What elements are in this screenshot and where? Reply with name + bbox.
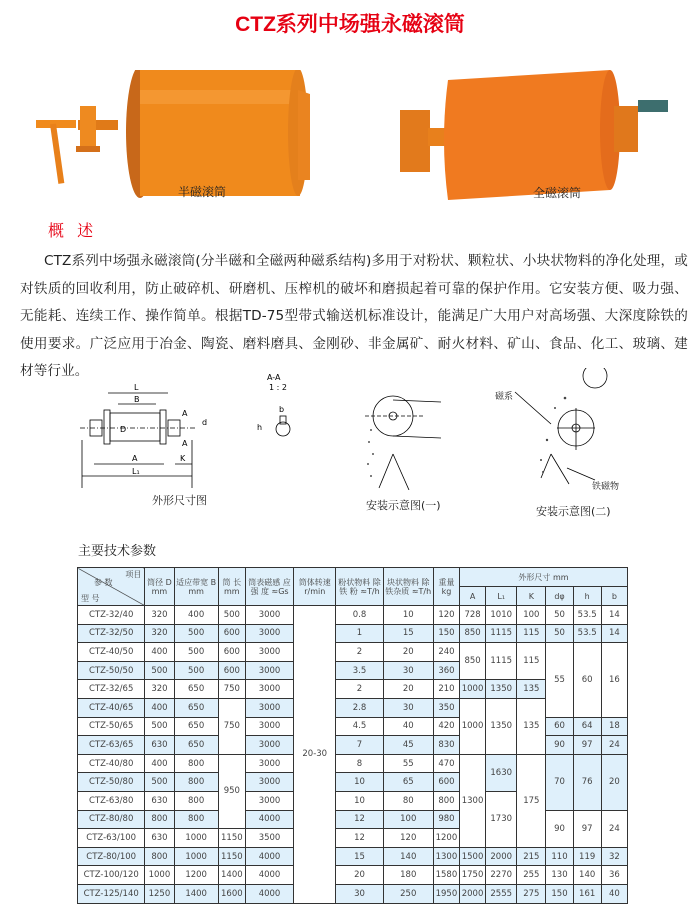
table-cell: 3000 <box>245 791 293 810</box>
table-cell: 800 <box>145 810 174 829</box>
table-cell: 2270 <box>486 866 517 885</box>
table-cell: 70 <box>546 754 573 810</box>
table-cell: 250 <box>383 884 433 903</box>
table-cell: 1150 <box>218 847 245 866</box>
table-cell: 4000 <box>245 884 293 903</box>
table-cell: 1630 <box>486 754 517 791</box>
table-row <box>78 643 628 662</box>
table-cell: 600 <box>433 773 459 792</box>
model-cell: CTZ-32/40 <box>78 606 145 625</box>
table-cell: 135 <box>517 680 546 699</box>
section-title: A-A <box>267 373 281 382</box>
table-row <box>78 624 628 643</box>
table-cell: 2.8 <box>336 698 383 717</box>
table-cell: 64 <box>573 717 601 736</box>
table-cell: 275 <box>517 884 546 903</box>
table-cell: 750 <box>218 698 245 754</box>
header-corner <box>78 568 145 606</box>
table-row <box>78 680 628 699</box>
table-cell: 53.5 <box>573 606 601 625</box>
table-cell: 30 <box>383 698 433 717</box>
table-cell: 32 <box>601 847 627 866</box>
header-length: 筒 长 mm <box>218 568 245 606</box>
table-cell: 500 <box>145 661 174 680</box>
table-cell: 1200 <box>433 829 459 848</box>
table-cell: 2000 <box>486 847 517 866</box>
table-cell: 630 <box>145 791 174 810</box>
table-cell: 80 <box>383 791 433 810</box>
table-cell: 36 <box>601 866 627 885</box>
table-cell: 650 <box>174 717 218 736</box>
header-model: 型 号 <box>81 594 100 603</box>
full-magnetic-caption: 全磁滚筒 <box>533 186 582 200</box>
model-cell: CTZ-32/65 <box>78 680 145 699</box>
table-cell: 65 <box>383 773 433 792</box>
table-cell: 76 <box>573 754 601 810</box>
dim-d: d <box>202 418 208 427</box>
table-cell: 950 <box>218 754 245 828</box>
table-cell: 1115 <box>486 643 517 680</box>
table-cell: 1400 <box>218 866 245 885</box>
table-cell: 470 <box>433 754 459 773</box>
table-row <box>78 810 628 829</box>
table-cell: 115 <box>517 624 546 643</box>
table-cell: 1730 <box>486 791 517 847</box>
header-A: A <box>460 587 486 606</box>
table-cell: 650 <box>174 736 218 755</box>
section-aa-drawing <box>255 372 305 442</box>
table-cell: 119 <box>573 847 601 866</box>
table-cell: 0.8 <box>336 606 383 625</box>
header-speed: 筒体转速 r/min <box>294 568 336 606</box>
model-cell: CTZ-32/50 <box>78 624 145 643</box>
table-row <box>78 847 628 866</box>
table-cell: 24 <box>601 736 627 755</box>
table-cell: 20 <box>336 866 383 885</box>
header-weight: 重量 kg <box>433 568 459 606</box>
table-cell: 4000 <box>245 866 293 885</box>
table-cell: 830 <box>433 736 459 755</box>
table-cell: 12 <box>336 829 383 848</box>
table-cell: 135 <box>517 698 546 754</box>
header-dphi: dφ <box>546 587 573 606</box>
model-cell: CTZ-40/50 <box>78 643 145 662</box>
table-cell: 140 <box>383 847 433 866</box>
overview-text: CTZ系列中场强永磁滚筒(分半磁和全磁两种磁系结构)多用于对粉状、颗粒状、小块状物料的净化处理，或对铁质的回收利用，防止破碎机、研磨机、压榨机的破坏和磨损起着可靠的保护作用。它安装方便、吸力强、无能耗、连续工作、操作简单。根据TD-75型带式输送机标准设计，能满足广大用户对高场强、大深度除铁的使用要求。广泛应用于冶金、陶瓷、磨料磨具、金刚砂、非金属矿、耐火材料、矿山、食品、化工、玻璃、建材等行业。 <box>20 253 688 379</box>
table-cell: 3000 <box>245 717 293 736</box>
table-cell: 800 <box>174 773 218 792</box>
table-cell: 1115 <box>486 624 517 643</box>
table-row <box>78 736 628 755</box>
table-cell: 40 <box>601 884 627 903</box>
outline-caption: 外形尺寸图 <box>152 494 207 507</box>
table-cell: 500 <box>145 773 174 792</box>
table-cell: 24 <box>601 810 627 847</box>
header-h: h <box>573 587 601 606</box>
table-cell: 7 <box>336 736 383 755</box>
table-cell: 400 <box>174 606 218 625</box>
table-cell: 500 <box>174 661 218 680</box>
table-cell: 150 <box>546 884 573 903</box>
table-row <box>78 698 628 717</box>
table-cell: 97 <box>573 810 601 847</box>
table-cell: 110 <box>546 847 573 866</box>
table-cell: 1 <box>336 624 383 643</box>
table-cell: 10 <box>336 791 383 810</box>
table-cell: 630 <box>145 829 174 848</box>
table-row <box>78 866 628 885</box>
table-cell: 1000 <box>460 680 486 699</box>
table-cell: 8 <box>336 754 383 773</box>
table-cell: 15 <box>383 624 433 643</box>
table-cell: 150 <box>433 624 459 643</box>
table-cell: 100 <box>517 606 546 625</box>
header-param: 参 数 <box>94 578 113 587</box>
table-cell: 1200 <box>174 866 218 885</box>
header-belt-width: 适应带宽 B mm <box>174 568 218 606</box>
model-cell: CTZ-80/80 <box>78 810 145 829</box>
table-cell: 1300 <box>460 754 486 847</box>
model-cell: CTZ-50/65 <box>78 717 145 736</box>
table-cell: 1400 <box>174 884 218 903</box>
table-cell: 100 <box>383 810 433 829</box>
spec-table <box>77 567 628 904</box>
table-cell: 210 <box>433 680 459 699</box>
section-mark-bottom: A <box>182 439 188 448</box>
table-cell: 980 <box>433 810 459 829</box>
table-row <box>78 606 628 625</box>
table-cell: 175 <box>517 754 546 847</box>
table-cell: 3000 <box>245 680 293 699</box>
table-cell: 800 <box>174 791 218 810</box>
table-cell: 1600 <box>218 884 245 903</box>
table-cell: 1000 <box>174 847 218 866</box>
table-cell: 600 <box>218 661 245 680</box>
table-cell: 18 <box>601 717 627 736</box>
table-cell: 60 <box>546 717 573 736</box>
table-cell: 4000 <box>245 847 293 866</box>
section-h: h <box>257 423 263 432</box>
header-dimensions: 外形尺寸 mm <box>460 568 628 587</box>
header-item: 项目 <box>125 570 142 579</box>
table-cell: 3000 <box>245 698 293 717</box>
model-cell: CTZ-63/100 <box>78 829 145 848</box>
table-cell: 650 <box>174 698 218 717</box>
model-cell: CTZ-63/65 <box>78 736 145 755</box>
table-cell: 10 <box>383 606 433 625</box>
table-cell: 3000 <box>245 773 293 792</box>
table-cell: 1580 <box>433 866 459 885</box>
table-cell: 161 <box>573 884 601 903</box>
dim-K: K <box>180 454 186 463</box>
installation-1-caption: 安装示意图(一) <box>366 499 441 512</box>
table-cell: 45 <box>383 736 433 755</box>
table-cell: 20 <box>383 643 433 662</box>
table-cell: 650 <box>174 680 218 699</box>
table-cell: 360 <box>433 661 459 680</box>
table-cell: 3.5 <box>336 661 383 680</box>
table-cell: 500 <box>174 643 218 662</box>
magnet-system-label: 磁系 <box>495 392 514 402</box>
table-cell: 2000 <box>460 884 486 903</box>
table-cell: 1000 <box>145 866 174 885</box>
table-cell: 500 <box>145 717 174 736</box>
table-cell: 53.5 <box>573 624 601 643</box>
dim-A: A <box>132 454 138 463</box>
table-cell: 1010 <box>486 606 517 625</box>
outline-dimension-drawing <box>80 380 230 490</box>
table-cell: 3000 <box>245 736 293 755</box>
table-cell: 800 <box>145 847 174 866</box>
table-cell: 850 <box>460 624 486 643</box>
table-cell: 14 <box>601 606 627 625</box>
dim-D: D <box>120 425 127 434</box>
table-cell: 1300 <box>433 847 459 866</box>
model-cell: CTZ-40/80 <box>78 754 145 773</box>
model-cell: CTZ-40/65 <box>78 698 145 717</box>
section-mark-top: A <box>182 409 188 418</box>
table-cell: 14 <box>601 624 627 643</box>
table-cell: 115 <box>517 643 546 680</box>
installation-diagram-1 <box>365 380 445 490</box>
page-title: CTZ系列中场强永磁滚筒 <box>235 13 465 36</box>
table-cell: 20 <box>383 680 433 699</box>
table-cell: 60 <box>573 643 601 717</box>
table-cell: 90 <box>546 736 573 755</box>
header-block: 块状物料 除铁杂质 ≈T/h <box>383 568 433 606</box>
table-cell: 750 <box>218 680 245 699</box>
model-cell: CTZ-80/100 <box>78 847 145 866</box>
table-cell: 1950 <box>433 884 459 903</box>
table-cell: 255 <box>517 866 546 885</box>
table-cell: 500 <box>218 606 245 625</box>
table-cell: 10 <box>336 773 383 792</box>
dim-B: B <box>134 395 140 404</box>
table-cell: 120 <box>433 606 459 625</box>
model-cell: CTZ-50/80 <box>78 773 145 792</box>
section-b: b <box>279 405 285 414</box>
header-L1: L₁ <box>486 587 517 606</box>
table-cell: 20-30 <box>294 606 336 904</box>
table-cell: 420 <box>433 717 459 736</box>
header-K: K <box>517 587 546 606</box>
ferromagnetic-label: 铁磁物 <box>592 482 620 492</box>
table-row <box>78 884 628 903</box>
table-cell: 850 <box>460 643 486 680</box>
model-cell: CTZ-50/50 <box>78 661 145 680</box>
table-cell: 130 <box>546 866 573 885</box>
header-b: b <box>601 587 627 606</box>
section-scale: 1 : 2 <box>269 383 287 392</box>
overview-heading: 概 述 <box>48 221 98 240</box>
table-cell: 50 <box>546 624 573 643</box>
table-cell: 400 <box>145 754 174 773</box>
table-cell: 3000 <box>245 754 293 773</box>
table-cell: 3000 <box>245 643 293 662</box>
table-cell: 1350 <box>486 698 517 754</box>
table-cell: 15 <box>336 847 383 866</box>
table-cell: 3000 <box>245 661 293 680</box>
table-cell: 320 <box>145 680 174 699</box>
table-cell: 40 <box>383 717 433 736</box>
table-cell: 55 <box>546 643 573 717</box>
table-cell: 3500 <box>245 829 293 848</box>
header-diameter: 筒径 D mm <box>145 568 174 606</box>
header-powder: 粉状物料 除 铁 粉 ≈T/h <box>336 568 383 606</box>
table-cell: 3000 <box>245 606 293 625</box>
table-cell: 30 <box>383 661 433 680</box>
half-magnetic-roller-image <box>30 70 310 210</box>
table-row <box>78 754 628 773</box>
table-cell: 240 <box>433 643 459 662</box>
table-cell: 12 <box>336 810 383 829</box>
table-cell: 1350 <box>486 680 517 699</box>
spec-heading: 主要技术参数 <box>78 544 157 559</box>
table-cell: 1000 <box>174 829 218 848</box>
half-magnetic-caption: 半磁滚筒 <box>178 185 227 199</box>
table-cell: 215 <box>517 847 546 866</box>
model-cell: CTZ-125/140 <box>78 884 145 903</box>
table-cell: 600 <box>218 643 245 662</box>
table-cell: 180 <box>383 866 433 885</box>
table-cell: 2555 <box>486 884 517 903</box>
table-cell: 400 <box>145 698 174 717</box>
table-cell: 20 <box>601 754 627 810</box>
table-cell: 4000 <box>245 810 293 829</box>
table-cell: 16 <box>601 643 627 717</box>
model-cell: CTZ-63/80 <box>78 791 145 810</box>
table-cell: 1000 <box>460 698 486 754</box>
dim-L: L <box>134 383 139 392</box>
table-cell: 350 <box>433 698 459 717</box>
table-cell: 800 <box>174 810 218 829</box>
table-cell: 600 <box>218 624 245 643</box>
table-cell: 1500 <box>460 847 486 866</box>
table-cell: 50 <box>546 606 573 625</box>
table-cell: 120 <box>383 829 433 848</box>
table-cell: 2 <box>336 643 383 662</box>
table-cell: 3000 <box>245 624 293 643</box>
dim-L1: L₁ <box>132 467 140 476</box>
table-cell: 400 <box>145 643 174 662</box>
table-cell: 320 <box>145 624 174 643</box>
table-cell: 90 <box>546 810 573 847</box>
model-cell: CTZ-100/120 <box>78 866 145 885</box>
table-cell: 630 <box>145 736 174 755</box>
table-cell: 30 <box>336 884 383 903</box>
table-cell: 800 <box>433 791 459 810</box>
table-cell: 1250 <box>145 884 174 903</box>
header-field-strength: 筒表磁感 应 强 度 ≈Gs <box>245 568 293 606</box>
table-cell: 320 <box>145 606 174 625</box>
table-cell: 800 <box>174 754 218 773</box>
table-row <box>78 717 628 736</box>
installation-2-caption: 安装示意图(二) <box>536 505 611 518</box>
table-cell: 4.5 <box>336 717 383 736</box>
table-cell: 1150 <box>218 829 245 848</box>
table-cell: 97 <box>573 736 601 755</box>
table-cell: 2 <box>336 680 383 699</box>
table-cell: 1750 <box>460 866 486 885</box>
table-cell: 500 <box>174 624 218 643</box>
table-cell: 728 <box>460 606 486 625</box>
table-cell: 55 <box>383 754 433 773</box>
table-cell: 140 <box>573 866 601 885</box>
